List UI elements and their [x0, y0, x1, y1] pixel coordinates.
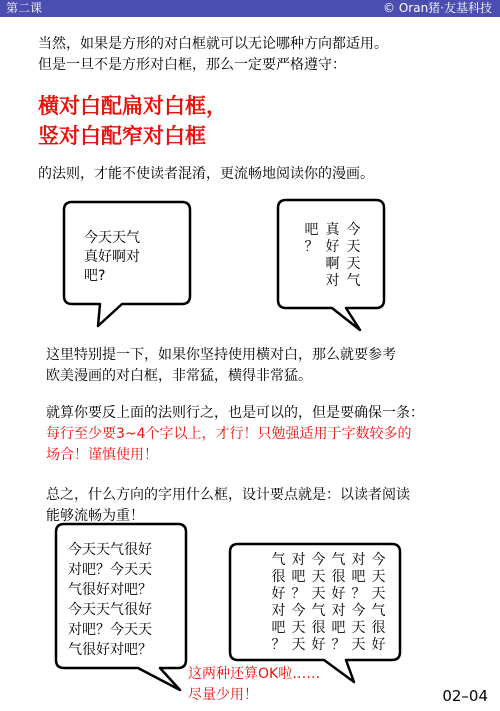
vertical-char: ？: [331, 637, 346, 653]
vertical-char: 很: [331, 569, 346, 585]
vertical-char: 好: [311, 637, 326, 653]
vertical-char: 气: [346, 273, 361, 289]
vertical-column: [371, 552, 386, 654]
vertical-char: 今: [371, 552, 386, 568]
vertical-char: 天: [346, 239, 361, 255]
vertical-char: 气: [331, 552, 346, 568]
bubble-3-line: 今天天气很好: [68, 542, 152, 558]
rule-line-2: 竖对白配窄对白框: [38, 124, 206, 148]
warning-line-3: 场合！谨慎使用！: [46, 447, 158, 463]
vertical-char: 啊: [325, 256, 340, 272]
vertical-char: 今: [351, 603, 366, 619]
bubble-1-line: 真好啊对: [84, 249, 140, 265]
page-number: 02–04: [442, 687, 488, 705]
vertical-char: 很: [311, 620, 326, 636]
copyright-label: © Oran猪·友基科技: [383, 1, 492, 15]
intro-line-2: 但是一旦不是方形对白框，那么一定要严格遵守：: [38, 57, 346, 73]
bubble-4-columns: [271, 552, 386, 654]
vertical-char: 天: [371, 586, 386, 602]
vertical-column: [311, 552, 326, 654]
footnote-line-1: 这两种还算OK啦……: [188, 666, 321, 682]
vertical-char: 吧: [331, 620, 346, 636]
vertical-column: [271, 552, 286, 654]
bubble-3-line: 气很好对吧？: [68, 642, 152, 658]
bubble-1-line: 今天天气: [84, 230, 140, 246]
vertical-char: 气: [311, 603, 326, 619]
bubble-3-line: 对吧？今天天: [68, 562, 152, 578]
vertical-char: 吧: [351, 569, 366, 585]
vertical-char: ？: [351, 586, 366, 602]
vertical-char: 天: [351, 637, 366, 653]
vertical-char: 天: [346, 256, 361, 272]
vertical-char: 今: [346, 222, 361, 238]
warning-line-1: 就算你要反上面的法则行之，也是可以的，但是要确保一条：: [46, 405, 424, 421]
vertical-char: ？: [304, 239, 319, 255]
rule-line-1: 横对白配扁对白框，: [38, 94, 227, 118]
vertical-char: 今: [311, 552, 326, 568]
vertical-char: 天: [291, 620, 306, 636]
footnote-line-2: 尽量少用！: [188, 687, 258, 703]
bubble-3-line: 气很好对吧？: [68, 582, 152, 598]
vertical-char: 天: [351, 620, 366, 636]
vertical-char: 对: [291, 552, 306, 568]
vertical-column: [351, 552, 366, 654]
vertical-char: 吧: [291, 569, 306, 585]
vertical-char: 很: [371, 620, 386, 636]
note-line-2: 欧美漫画的对白框，非常猛，横得非常猛。: [46, 368, 312, 384]
bubble-1-line: 吧?: [84, 268, 106, 284]
bubble-3-line: 对吧？今天天: [68, 622, 152, 638]
vertical-char: 好: [331, 586, 346, 602]
lesson-label: 第二课: [6, 1, 43, 15]
intro-line-1: 当然，如果是方形的对白框就可以无论哪种方向都适用。: [38, 36, 388, 52]
vertical-char: 好: [325, 239, 340, 255]
vertical-column: [291, 552, 306, 654]
vertical-char: 吧: [271, 620, 286, 636]
vertical-char: 对: [331, 603, 346, 619]
vertical-char: ？: [291, 586, 306, 602]
vertical-char: 好: [271, 586, 286, 602]
vertical-char: 吧: [304, 222, 319, 238]
vertical-char: 今: [291, 603, 306, 619]
summary-line-1: 总之，什么方向的字用什么框，设计要点就是：以读者阅读: [46, 487, 410, 503]
vertical-char: 很: [271, 569, 286, 585]
vertical-char: 天: [311, 586, 326, 602]
vertical-char: 天: [291, 637, 306, 653]
vertical-char: 天: [311, 569, 326, 585]
vertical-char: 对: [325, 273, 340, 289]
vertical-char: 对: [271, 603, 286, 619]
summary-line-2: 能够流畅为重！: [46, 508, 144, 524]
vertical-char: 对: [351, 552, 366, 568]
vertical-char: 真: [325, 222, 340, 238]
rule-tail: 的法则，才能不使读者混淆，更流畅地阅读你的漫画。: [38, 166, 374, 182]
bubble-3-line: 今天天气很好: [68, 602, 152, 618]
vertical-char: 气: [371, 603, 386, 619]
vertical-char: 好: [371, 637, 386, 653]
vertical-char: ？: [271, 637, 286, 653]
vertical-char: 天: [371, 569, 386, 585]
note-line-1: 这里特别提一下，如果你坚持使用横对白，那么就要参考: [46, 347, 396, 363]
warning-line-2: 每行至少要3~4个字以上，才行！只勉强适用于字数较多的: [46, 426, 412, 442]
vertical-column: [331, 552, 346, 654]
vertical-char: 气: [271, 552, 286, 568]
